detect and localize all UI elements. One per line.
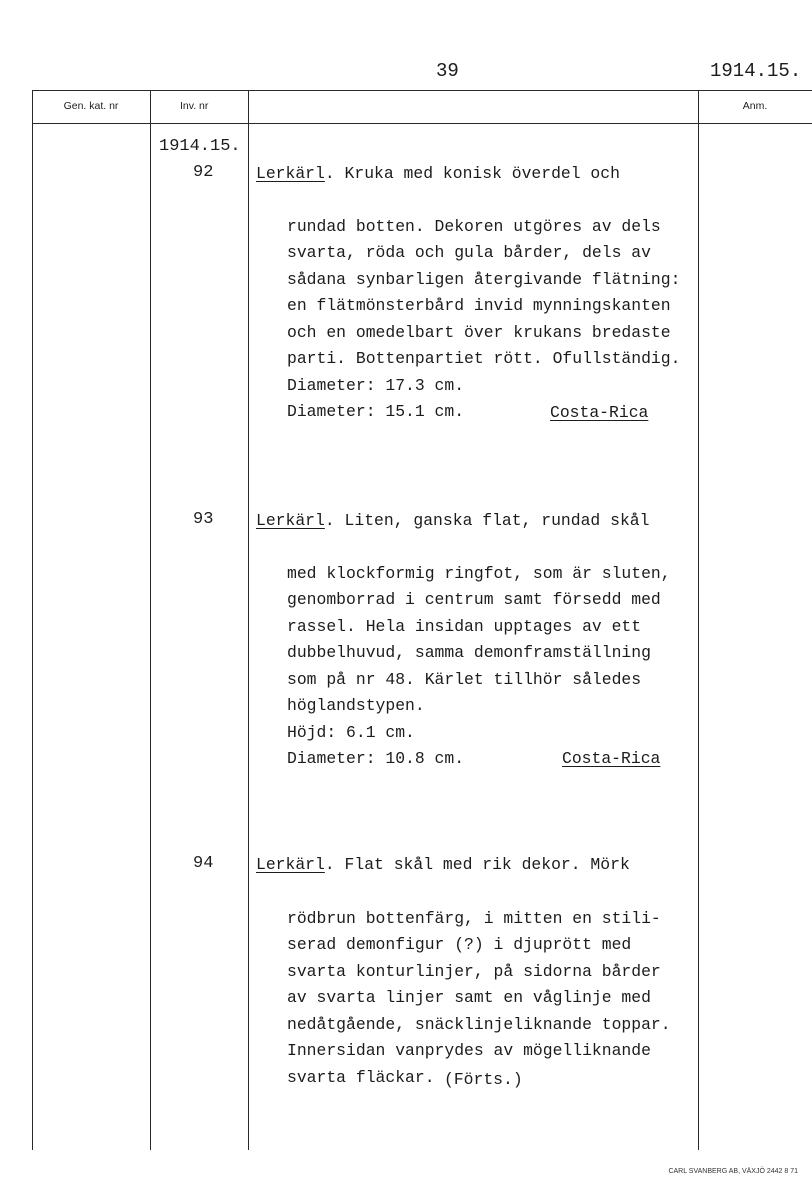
entry-94-line-6: nedåtgående, snäcklinjeliknande toppar.	[287, 1014, 671, 1034]
entry-93-line-7: höglandstypen.	[287, 696, 425, 715]
year-reference: 1914.15.	[710, 60, 802, 82]
entry-94-line-1: . Flat skål med rik dekor. Mörk	[324, 855, 630, 874]
entry-94-title: Lerkärl	[256, 855, 325, 874]
anm-divider	[698, 90, 699, 1150]
entry-94-text	[256, 852, 630, 879]
year-label: 1914.15.	[159, 137, 241, 156]
entry-93-line-8: Höjd: 6.1 cm.	[287, 722, 415, 742]
gen-kat-divider	[150, 90, 151, 1150]
entry-92-line-2: rundad botten. Dekoren utgöres av dels	[287, 216, 661, 236]
column-header-anm: Anm.	[742, 100, 768, 112]
entry-93-text	[256, 508, 649, 535]
entry-94-continued: (Förts.)	[444, 1070, 523, 1089]
entry-94-line-3: serad demonfigur (?) i djuprött med	[287, 935, 632, 954]
column-header-inv-nr: Inv. nr	[180, 100, 209, 112]
entry-94-line-5: av svarta linjer samt en våglinje med	[287, 988, 651, 1007]
entry-92-line-8: Diameter: 17.3 cm.	[287, 375, 465, 395]
entry-92-line-6: och en omedelbart över krukans bredaste	[287, 322, 671, 342]
entry-92-inv-nr: 92	[193, 163, 214, 182]
entry-94-line-4: svarta konturlinjer, på sidorna bårder	[287, 961, 661, 981]
entry-92-line-4: sådana synbarligen återgivande flätning:	[287, 269, 681, 289]
entry-92-line-7: parti. Bottenpartiet rött. Ofullständig.	[287, 349, 681, 368]
entry-94-inv-nr: 94	[193, 854, 214, 873]
entry-92-line-5: en flätmönsterbård invid mynningskanten	[287, 296, 671, 315]
column-header-gen-kat-nr: Gen. kat. nr	[63, 100, 119, 112]
entry-92-title: Lerkärl	[256, 164, 325, 183]
entry-93-line-9: Diameter: 10.8 cm.	[287, 749, 465, 768]
entry-94-line-7: Innersidan vanprydes av mögelliknande	[287, 1041, 651, 1060]
entry-93-line-6: som på nr 48. Kärlet tillhör således	[287, 669, 642, 689]
entry-93-place: Costa-Rica	[562, 749, 661, 768]
entry-93-line-2: med klockformig ringfot, som är sluten,	[287, 563, 671, 583]
entry-94-line-8: svarta fläckar.	[287, 1067, 435, 1087]
printer-mark: CARL SVANBERG AB, VÄXJÖ 2442 8 71	[668, 1168, 798, 1175]
entry-92-place: Costa-Rica	[550, 403, 649, 422]
header-top-rule	[32, 90, 812, 91]
entry-92-line-3: svarta, röda och gula bårder, dels av	[287, 243, 651, 262]
inv-nr-divider	[248, 90, 249, 1150]
entry-92-line-1: . Kruka med konisk överdel och	[324, 164, 620, 183]
entry-92-line-9: Diameter: 15.1 cm.	[287, 402, 465, 421]
entry-93-line-4: rassel. Hela insidan upptages av ett	[287, 616, 642, 636]
entry-93-line-3: genomborrad i centrum samt försedd med	[287, 590, 661, 609]
entry-92-text	[256, 161, 620, 188]
entry-93-line-5: dubbelhuvud, samma demonframställning	[287, 643, 651, 662]
entry-93-inv-nr: 93	[193, 510, 214, 529]
page-number: 39	[436, 60, 459, 82]
entry-93-line-1: . Liten, ganska flat, rundad skål	[324, 511, 650, 530]
header-bottom-rule	[32, 123, 812, 124]
entry-93-title: Lerkärl	[256, 511, 325, 530]
left-border	[32, 90, 33, 1150]
entry-94-line-2: rödbrun bottenfärg, i mitten en stili-	[287, 908, 661, 928]
